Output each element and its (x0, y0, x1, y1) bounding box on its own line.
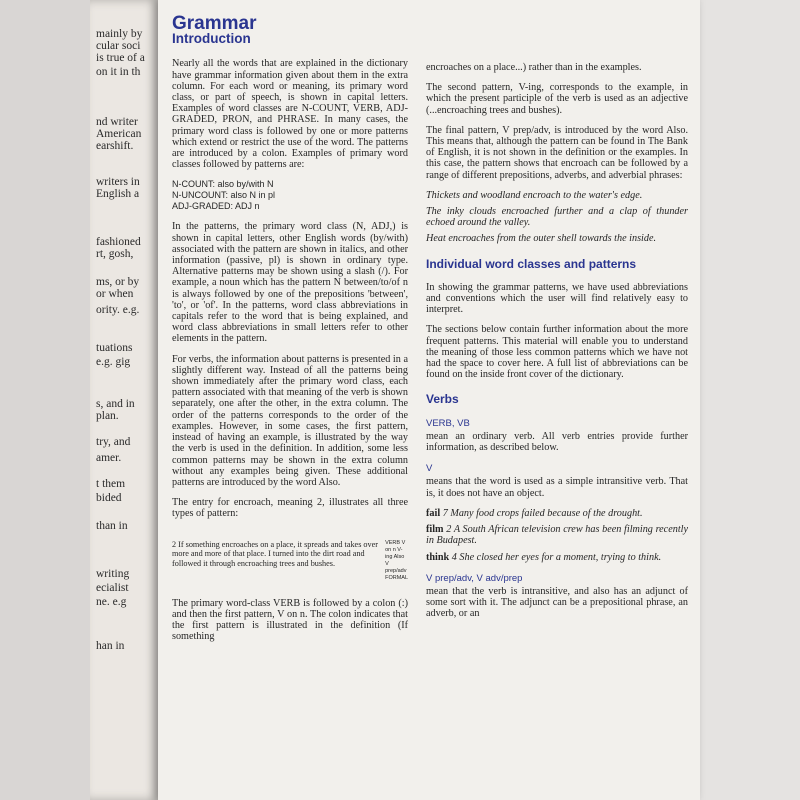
paragraph: mean that the verb is intransitive, and also has an adjunct of some sort with it. The adjunct can be a prepositional phrase, an adverb, or an (426, 585, 688, 620)
left-page-text-fragment: American (96, 128, 142, 140)
book-page (158, 0, 700, 800)
left-page-text-fragment: earshift. (96, 140, 134, 152)
paragraph: For verbs, the information about patterns is presented in a slightly different way. Instead of all the patterns being shown immediately after the primary word class, each pattern associated with that meaning of the verb is shown separately, one after the other, in the extra column. The order of the patterns corresponds to the order of the examples. However, in some cases, the first pattern, instead of having an example, is illustrated by the way the verb is used in the definition. In addition, some less common patterns may be shown in the extra column without any examples being given. These additional patterns are introduced by the word Also. (172, 353, 408, 488)
paragraph: mean an ordinary verb. All verb entries provide further information, as described below. (426, 430, 688, 454)
pattern-line: N-COUNT: also by/with N (172, 179, 274, 190)
left-page-text-fragment: amer. (96, 452, 122, 464)
example-sentence: 2 A South African television crew has been filming recently in Budapest. (426, 524, 689, 547)
paragraph: encroaches on a place...) rather than in the examples. (426, 62, 642, 73)
example-entry (426, 508, 688, 519)
paragraph: The final pattern, V prep/adv, is introduced by the word Also. This means that, although the pattern can be found in The Bank of English, it is not shown in the definition or the examples. In this case, the pattern shows that encroach can be followed by a range of different prepositions, adverbs, and adverbial phrases: (426, 124, 688, 181)
left-page-text-fragment: on it in th (96, 66, 141, 78)
paragraph: In showing the grammar patterns, we have used abbreviations and conventions which the user will find relatively easy to interpret. (426, 281, 688, 316)
left-page-text-fragment: cular soci (96, 40, 141, 52)
example-sentence: 4 She closed her eyes for a moment, trying to think. (451, 551, 662, 563)
section-heading: Individual word classes and patterns (426, 256, 637, 271)
left-page-text-fragment: han in (96, 640, 125, 652)
headword: think (426, 551, 450, 563)
section-heading: Introduction (172, 31, 251, 47)
left-page-text-fragment: t them (96, 478, 126, 490)
paragraph: In the patterns, the primary word class (N, ADJ,) is shown in capital letters, other English words (by/with) associated with the pattern are shown in italics, and other information (passive, pl) is shown in ordinary type. Alternative patterns may be shown using a slash (/). For example, a noun which has the pattern N between/to/of n is always followed by one of the prepositions 'between', 'to', or 'of'. In the patterns, word class abbreviations in capitals refer to the word that is being explained, and word class abbreviations in small letters refer to other elements in the pattern. (172, 221, 408, 345)
pattern-line: N-UNCOUNT: also N in pl (172, 190, 276, 201)
dictionary-entry-sample (172, 540, 408, 582)
example-entry (426, 552, 688, 563)
background-surface (700, 0, 800, 800)
left-page-text-fragment: e.g. gig (96, 356, 131, 368)
example-sentence: The inky clouds encroached further and a clap of thunder echoed around the valley. (426, 206, 688, 229)
pattern-label: V prep/adv, V adv/prep (426, 572, 523, 584)
left-page-text-fragment: s, and in (96, 398, 135, 410)
left-page-text-fragment: try, and (96, 436, 131, 448)
example-sentence: Thickets and woodland encroach to the water's edge. (426, 189, 643, 201)
example-entry (426, 524, 688, 546)
left-page-text-fragment: writing (96, 568, 130, 580)
left-page-text-fragment: fashioned (96, 236, 141, 248)
left-page-text-fragment: ne. e.g (96, 596, 127, 608)
page-title: Grammar (172, 13, 257, 34)
left-page-edge (90, 0, 160, 800)
left-page-text-fragment: rt, gosh, (96, 248, 134, 260)
pattern-label: V (426, 463, 433, 475)
left-page-text-fragment: nd writer (96, 116, 138, 128)
left-page-text-fragment: ecialist (96, 582, 129, 594)
left-page-text-fragment: or when (96, 288, 134, 300)
paragraph: The second pattern, V-ing, corresponds to the example, in which the present participle of the verb is used as an adjective (...encroaching trees and bushes). (426, 82, 688, 116)
left-page-text-fragment: tuations (96, 342, 133, 354)
left-page-text-fragment: English a (96, 188, 140, 200)
example-sentence: Heat encroaches from the outer shell towards the inside. (426, 233, 657, 245)
paragraph: The sections below contain further information about the more frequent patterns. This material will enable you to understand the meaning of those less common patterns which we have not had the space to cover here. A full list of abbreviations can be found on the inside front cover of the dictionary. (426, 324, 688, 381)
paragraph: The entry for encroach, meaning 2, illustrates all three types of pattern: (172, 497, 408, 520)
pattern-label: VERB, VB (426, 417, 470, 429)
paragraph: The primary word-class VERB is followed by a colon (:) and then the first pattern, V on n. The colon indicates that the first pattern is illustrated in the definition (If something (172, 597, 408, 643)
pattern-line: ADJ-GRADED: ADJ n (172, 201, 260, 212)
right-column (426, 62, 688, 629)
headword: fail (426, 507, 441, 519)
verbs-heading: Verbs (426, 392, 459, 407)
example-sentence: 7 Many food crops failed because of the drought. (442, 507, 643, 519)
paragraph: means that the word is used as a simple intransitive verb. That is, it does not have an object. (426, 476, 688, 499)
left-page-text-fragment: ms, or by (96, 276, 140, 288)
left-page-text-fragment: is true of a (96, 52, 145, 64)
paragraph: Nearly all the words that are explained in the dictionary have grammar information given about them in the extra column. For each word or meaning, its primary word class, or part of speech, is shown in capital letters. Examples of word classes are N-COUNT, VERB, ADJ-GRADED, PRON, and PHRASE. In many cases, the primary word class is followed by one or more patterns which extend or restrict the use of the word. The patterns are introduced by a colon. Examples of primary word classes followed by patterns are: (172, 58, 408, 171)
left-column (172, 13, 408, 651)
pattern-examples (172, 179, 408, 212)
left-page-text-fragment: ority. e.g. (96, 304, 140, 316)
left-page-text-fragment: plan. (96, 410, 119, 422)
entry-patterns: VERB V on n V-ing Also V prep/adv FORMAL (385, 539, 408, 581)
left-page-text-fragment: than in (96, 520, 128, 532)
left-page-text-fragment: mainly by (96, 28, 143, 40)
left-page-text-fragment: bided (96, 492, 122, 504)
entry-text: 2 If something encroaches on a place, it spreads and takes over more and more of that place. I turned into the dirt road and followed it through encroaching trees and bushes. (172, 539, 378, 568)
left-page-text-fragment: writers in (96, 176, 140, 188)
headword: film (426, 524, 444, 536)
